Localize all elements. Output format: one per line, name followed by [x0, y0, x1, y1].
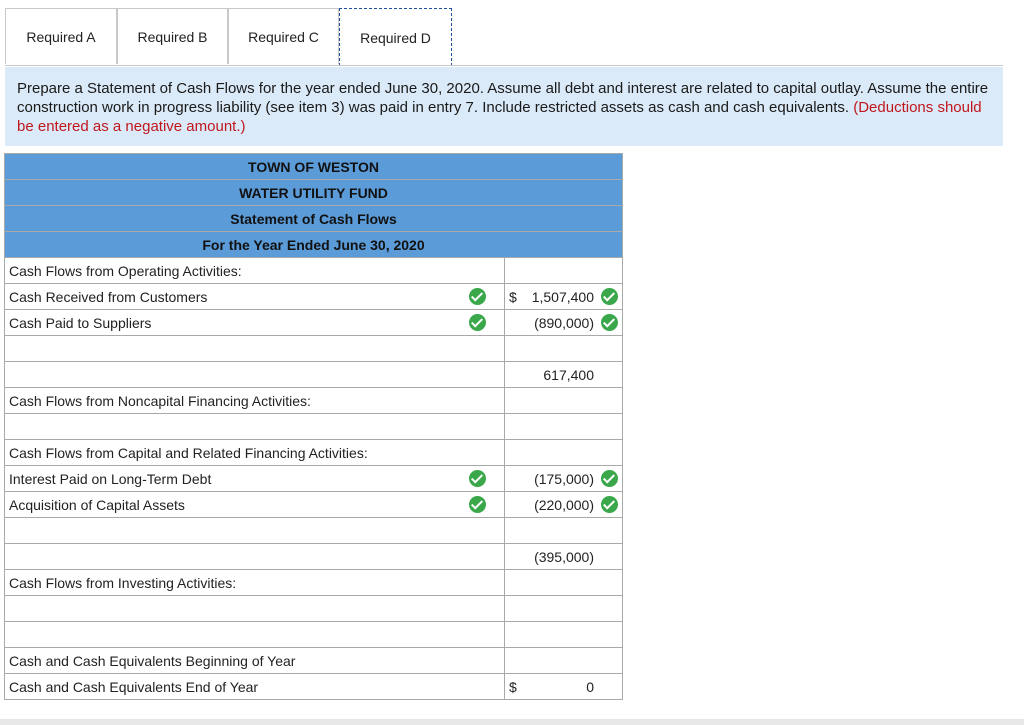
- tab-divider: [5, 65, 1003, 66]
- row-label[interactable]: Cash and Cash Equivalents Beginning of Year: [5, 648, 483, 674]
- row-label[interactable]: Cash Flows from Operating Activities:: [5, 258, 483, 284]
- amount-input[interactable]: [505, 518, 623, 544]
- label-correct-check-icon: [469, 288, 486, 305]
- amount-input[interactable]: [505, 336, 623, 362]
- instructions-text: Prepare a Statement of Cash Flows for the year ended June 30, 2020. Assume all debt and interest are related to capital outlay. Assume the entire construction work in progress liability (see item 3) was paid in entry 7. Include restricted assets as cash and cash equivalents.: [17, 80, 989, 116]
- amount-value: (175,000): [534, 470, 594, 487]
- total-value[interactable]: [505, 674, 623, 700]
- table-row: [5, 622, 623, 648]
- table-row: [5, 336, 623, 362]
- row-label[interactable]: [5, 362, 483, 388]
- dollar-sign: $: [509, 289, 517, 305]
- table-row: [5, 388, 623, 414]
- fund-name: WATER UTILITY FUND: [5, 180, 623, 206]
- row-label[interactable]: [5, 596, 483, 622]
- amount-value: (890,000): [534, 314, 594, 331]
- tab-required-b[interactable]: [117, 8, 228, 64]
- table-row: [5, 284, 623, 310]
- amount-input[interactable]: [505, 414, 623, 440]
- table-row: [5, 570, 623, 596]
- label-correct-check-icon: [469, 314, 486, 331]
- row-label[interactable]: [5, 544, 483, 570]
- amount-value: 1,507,400: [531, 288, 594, 305]
- amount-input[interactable]: [505, 310, 623, 336]
- tab-label: Required D: [360, 29, 431, 46]
- amount-input[interactable]: [505, 440, 623, 466]
- amount-input[interactable]: [505, 284, 623, 310]
- row-label[interactable]: Cash Paid to Suppliers: [5, 310, 483, 336]
- page-bottom-strip: [0, 719, 1024, 725]
- amount-input[interactable]: [505, 648, 623, 674]
- tab-required-d[interactable]: [339, 8, 452, 66]
- row-label[interactable]: Cash Received from Customers: [5, 284, 483, 310]
- row-label[interactable]: Cash Flows from Capital and Related Financing Activities:: [5, 440, 483, 466]
- row-label[interactable]: Cash Flows from Investing Activities:: [5, 570, 483, 596]
- row-label[interactable]: Cash Flows from Noncapital Financing Activities:: [5, 388, 483, 414]
- amount-correct-check-icon: [601, 314, 618, 331]
- statement-period: For the Year Ended June 30, 2020: [5, 232, 623, 258]
- instructions-box: [5, 67, 1003, 146]
- tab-required-a[interactable]: [5, 8, 117, 64]
- table-row: [5, 544, 623, 570]
- table-row: [5, 258, 623, 284]
- table-row: [5, 362, 623, 388]
- table-row: [5, 310, 623, 336]
- table-row: [5, 674, 623, 700]
- amount-input[interactable]: [505, 596, 623, 622]
- amount-input[interactable]: [505, 492, 623, 518]
- row-label[interactable]: Acquisition of Capital Assets: [5, 492, 483, 518]
- row-label[interactable]: [5, 414, 483, 440]
- tab-label: Required A: [26, 28, 96, 45]
- statement-title: TOWN OF WESTON: [5, 154, 623, 180]
- amount-value: (395,000): [534, 548, 594, 565]
- amount-value: 617,400: [543, 366, 594, 383]
- table-row: [5, 648, 623, 674]
- amount-correct-check-icon: [601, 288, 618, 305]
- tab-required-c[interactable]: [228, 8, 339, 64]
- subtotal-value[interactable]: [505, 544, 623, 570]
- subtotal-value[interactable]: [505, 362, 623, 388]
- table-row: [5, 466, 623, 492]
- label-correct-check-icon: [469, 470, 486, 487]
- amount-input[interactable]: [505, 570, 623, 596]
- table-row: [5, 596, 623, 622]
- statement-name: Statement of Cash Flows: [5, 206, 623, 232]
- amount-input[interactable]: [505, 466, 623, 492]
- cash-flow-statement: [4, 153, 623, 700]
- row-label[interactable]: [5, 336, 483, 362]
- tab-bar: [5, 8, 1003, 66]
- table-row: [5, 518, 623, 544]
- tab-label: Required C: [248, 28, 319, 45]
- amount-input[interactable]: [505, 388, 623, 414]
- row-label[interactable]: [5, 622, 483, 648]
- label-correct-check-icon: [469, 496, 486, 513]
- amount-input[interactable]: [505, 622, 623, 648]
- instructions-note: (Deductions should be entered as a negative amount.): [17, 99, 982, 135]
- tab-label: Required B: [137, 28, 208, 45]
- table-row: [5, 492, 623, 518]
- row-label[interactable]: Cash and Cash Equivalents End of Year: [5, 674, 483, 700]
- amount-value: (220,000): [534, 496, 594, 513]
- table-row: [5, 440, 623, 466]
- row-label[interactable]: Interest Paid on Long-Term Debt: [5, 466, 483, 492]
- amount-correct-check-icon: [601, 470, 618, 487]
- row-label[interactable]: [5, 518, 483, 544]
- amount-input[interactable]: [505, 258, 623, 284]
- amount-value: 0: [586, 678, 594, 695]
- table-row: [5, 414, 623, 440]
- amount-correct-check-icon: [601, 496, 618, 513]
- dollar-sign: $: [509, 679, 517, 695]
